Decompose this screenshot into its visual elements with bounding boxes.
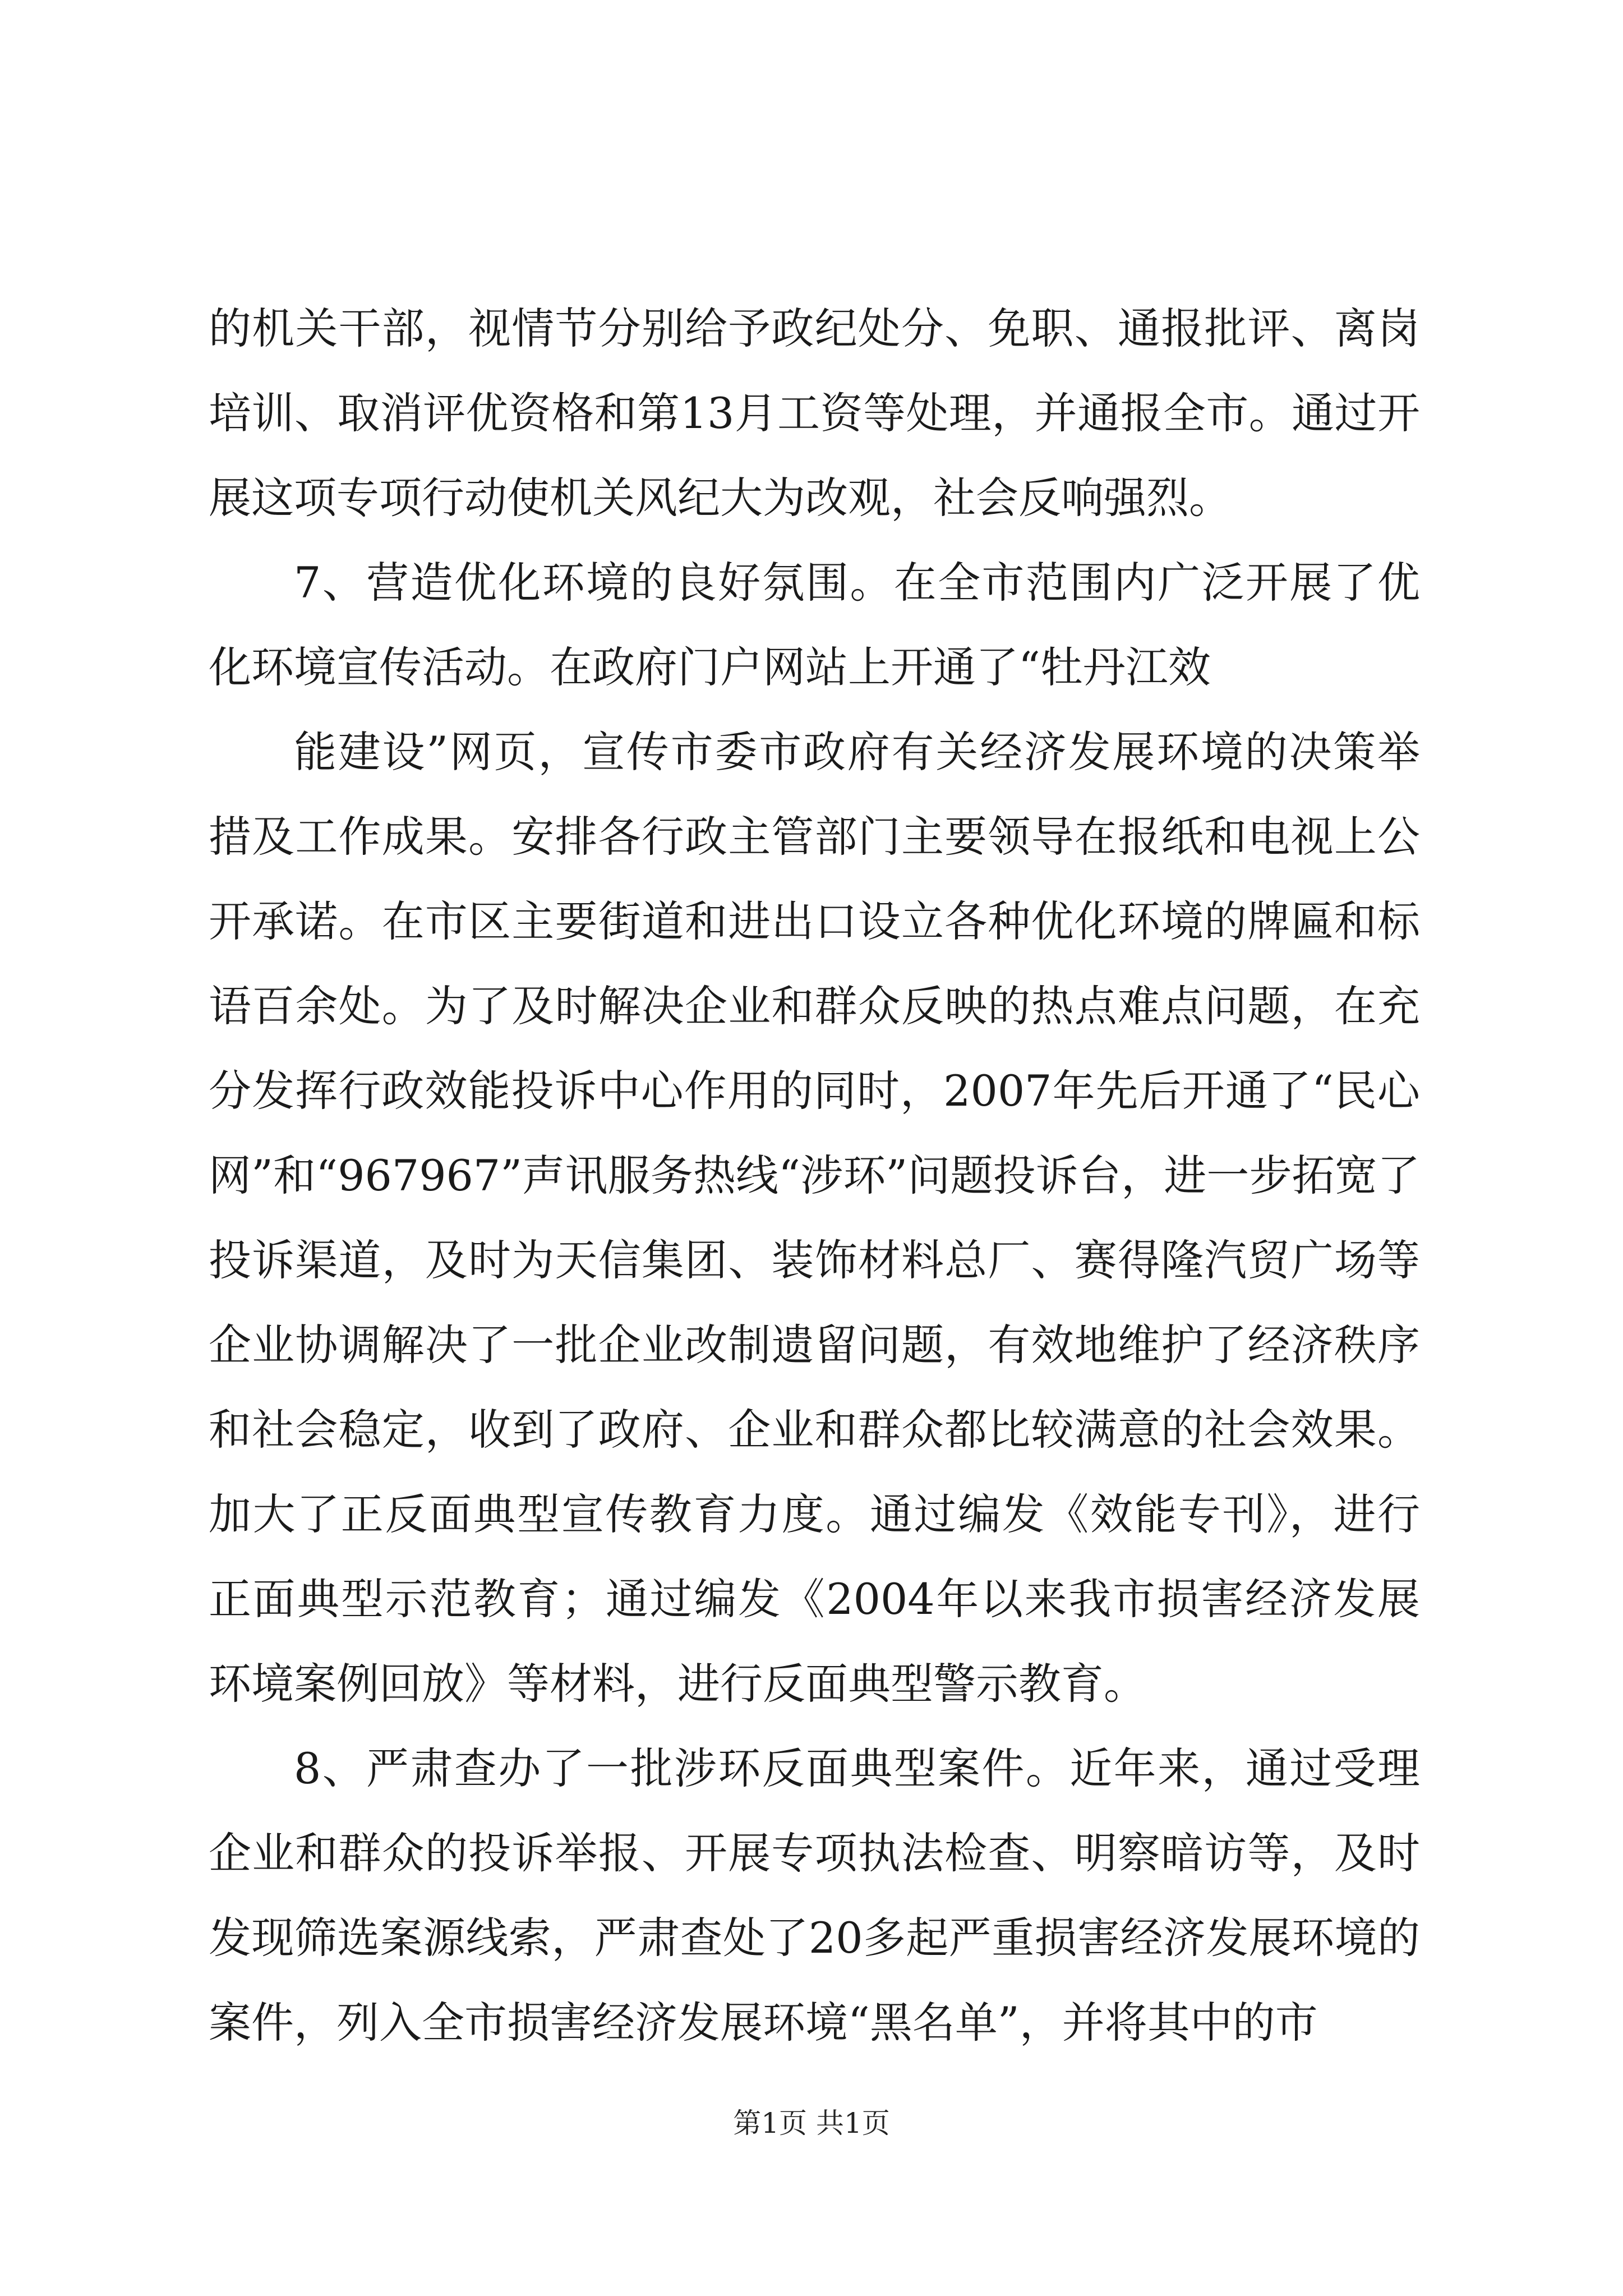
paragraph-3: 能建设”网页，宣传市委市政府有关经济发展环境的决策举措及工作成果。安排各行政主管部门主要领导在报纸和电视上公开承诺。在市区主要街道和进出口设立各种优化环境的牌匾和标语百余处。为了及时解决企业和群众反映的热点难点问题，在充分发挥行政效能投诉中心作用的同时，2007年先后开通了“民心网”和“967967”声讯服务热线“涉环”问题投诉台，进一步拓宽了投诉渠道，及时为天信集团、装饰材料总厂、赛得隆汽贸广场等企业协调解决了一批企业改制遗留问题，有效地维护了经济秩序和社会稳定，收到了政府、企业和群众都比较满意的社会效果。加大了正反面典型宣传教育力度。通过编发《效能专刊》，进行正面典型示范教育；通过编发《2004年以来我市损害经济发展环境案例回放》等材料，进行反面典型警示教育。 <box>209 727 1420 1709</box>
paragraph-4: 8、严肃查办了一批涉环反面典型案件。近年来，通过受理企业和群众的投诉举报、开展专项执法检查、明察暗访等，及时发现筛选案源线索，严肃查处了20多起严重损害经济发展环境的案件，列入全市损害经济发展环境“黑名单”，并将其中的市 <box>209 1743 1420 2047</box>
document-body <box>209 286 1420 2065</box>
page-footer: 第1页 共1页 <box>733 2107 890 2139</box>
paragraph-1: 的机关干部，视情节分别给予政纪处分、免职、通报批评、离岗培训、取消评优资格和第13月工资等处理，并通报全市。通过开展这项专项行动使机关风纪大为改观，社会反响强烈。 <box>209 303 1420 523</box>
paragraph-2: 7、营造优化环境的良好氛围。在全市范围内广泛开展了优化环境宣传活动。在政府门户网站上开通了“牡丹江效 <box>209 558 1420 692</box>
